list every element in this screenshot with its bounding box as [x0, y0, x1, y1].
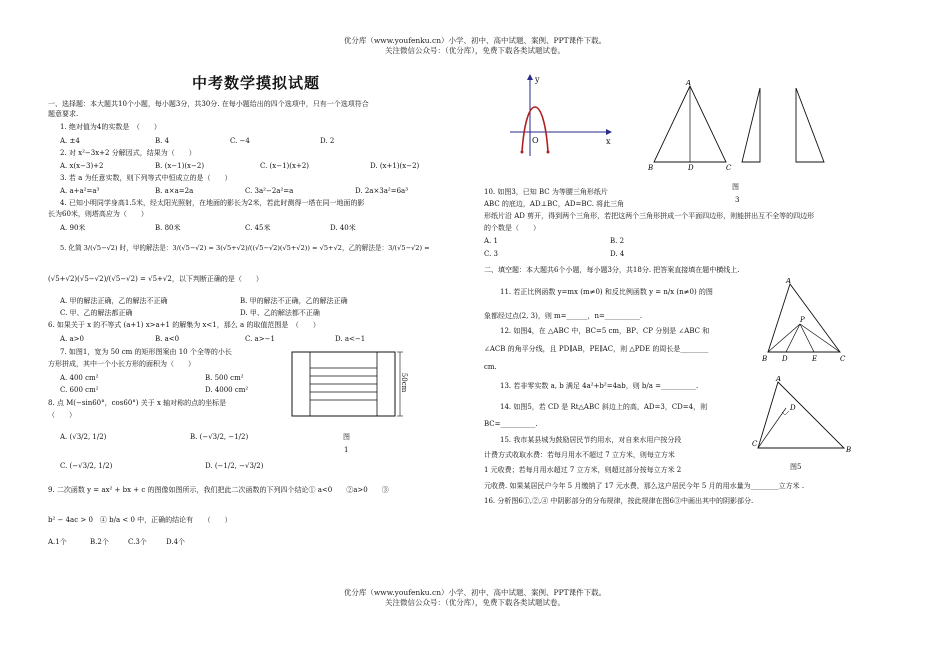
section1-intro-cont: 题意要求. — [48, 110, 79, 118]
footer-line-1: 优分库（www.youfenku.cn）小学、初中、高中试题、案例、PPT课件下载。 — [343, 588, 607, 597]
figure-1-rectangle-pattern — [290, 350, 410, 420]
question-16: 16. 分析图6①,②,④ 中阴影部分的分布规律，按此规律在图6③中画出其中的阴影部分. — [484, 497, 754, 505]
parabola-y-label: y — [535, 75, 540, 84]
header-line-2: 关注微信公众号：（优分库），免费下载各类试题试卷。 — [385, 46, 565, 55]
figure-3-caption: 图 — [732, 183, 739, 191]
section2-intro: 二、填空题：本大题共6个小题，每小题3分，共18分. 把答案直接填在题中横线上. — [484, 266, 740, 274]
figure-parabola — [508, 72, 618, 160]
question-6: 6. 如果关于 x 的不等式 (a+1) x>a+1 的解集为 x<1，那么 a 的取值范围是 （ ） — [48, 321, 320, 329]
q7-option-b: B. 500 cm² — [205, 374, 244, 382]
question-10: 10. 如图3，已知 BC 为等腰三角形纸片 — [484, 188, 608, 196]
question-9-cont: b² − 4ac > 0 ④ b/a < 0 中，正确的结论有 （ ） — [48, 516, 232, 524]
q7-option-d: D. 4000 cm² — [205, 386, 249, 394]
fig5-label-a: A — [776, 376, 782, 383]
question-14: 14. 如图5，若 CD 是 Rt△ABC 斜边上的高，AD=3，CD=4，则 — [500, 403, 708, 411]
question-3: 3. 若 a 为任意实数，则下列等式中恒成立的是（ ） — [60, 174, 232, 182]
q8-option-c: C. (−√3/2, 1/2) — [60, 462, 113, 470]
q10-option-a: A. 1 — [484, 237, 498, 245]
fig3-label-c: C — [726, 164, 732, 172]
q6-option-d: D. a<−1 — [335, 335, 366, 343]
fig3-label-b: B — [648, 164, 654, 172]
q10-option-b: B. 2 — [610, 237, 625, 245]
question-14-cont: BC=__________. — [484, 420, 538, 428]
question-10-line4: 的个数是（ ） — [484, 224, 540, 232]
q5-option-b: B. 甲的解法不正确，乙的解法正确 — [240, 297, 348, 305]
q5-option-c: C. 甲、乙的解法都正确 — [60, 309, 133, 317]
figure-4-triangle-abc — [760, 278, 852, 370]
question-7-cont: 方形拼成，其中一个小长方形的面积为（ ） — [48, 360, 195, 368]
figure-5-caption: 图5 — [790, 463, 802, 471]
question-1: 1. 绝对值为4的实数是 （ ） — [60, 123, 161, 131]
figure-3-triangles — [648, 80, 838, 172]
footer-line-2: 关注微信公众号：（优分库），免费下载各类试题试卷。 — [385, 598, 565, 607]
fig4-label-a: A — [786, 278, 792, 285]
q7-option-c: C. 600 cm² — [60, 386, 99, 394]
q3-option-d: D. 2a×3a²=6a³ — [355, 187, 409, 195]
fig4-label-e: E — [812, 355, 818, 363]
q9-option-a: A.1个 — [48, 538, 67, 546]
q4-option-d: D. 40米 — [330, 224, 356, 232]
fig4-label-b: B — [762, 355, 768, 363]
question-15-line4: 元收费. 如果某居民户今年 5 月缴纳了 17 元水费，那么这户居民今年 5 月的用水量为________立方米 . — [484, 482, 805, 490]
q10-option-c: C. 3 — [484, 250, 499, 258]
fig4-label-d: D — [782, 355, 788, 363]
q1-option-b: B. 4 — [155, 137, 170, 145]
question-5: 5. 化简 3/(√5−√2) 时，甲的解法是：3/(√5−√2) = 3(√5+√2)/((√5−√2)(√5+√2)) = √5+√2，乙的解法是：3/(√5−√2) = — [60, 244, 430, 252]
fig4-label-p: P — [800, 316, 805, 324]
question-9: 9. 二次函数 y = ax² + bx + c 的图像如图所示，我们把此二次函数的下列四个结论① a<0 ②a>0 ③ — [48, 486, 389, 494]
question-4-cont: 长为60米，则塔高应为（ ） — [48, 210, 148, 218]
q9-option-c: C.3个 — [128, 538, 147, 546]
section1-intro: 一、选择题：本大题共10个小题，每小题3分，共30分. 在每小题给出的四个选项中，只有一个选项符合 — [48, 100, 369, 108]
question-4: 4. 已知小明同学身高1.5米，经太阳光照射，在地面的影长为2米，若此时测得一塔在同一地面的影 — [60, 199, 365, 207]
page-title: 中考数学摸拟试题 — [192, 74, 321, 92]
figure-3-number: 3 — [735, 196, 740, 204]
parabola-origin-label: O — [532, 136, 539, 145]
fig5-label-d: D — [790, 404, 796, 412]
q8-option-b: B. (−√3/2, −1/2) — [190, 433, 249, 441]
figure-5-right-triangle — [752, 376, 862, 456]
parabola-x-label: x — [606, 137, 611, 146]
q9-option-d: D.4个 — [166, 538, 186, 546]
q2-option-d: D. (x+1)(x−2) — [370, 162, 420, 170]
q1-option-a: A. ±4 — [60, 137, 80, 145]
header-line-1: 优分库（www.youfenku.cn）小学、初中、高中试题、案例、PPT课件下载。 — [343, 36, 607, 45]
question-8-cont: （ ） — [48, 411, 76, 419]
q4-option-a: A. 90米 — [60, 224, 86, 232]
q5-option-a: A. 甲的解法正确，乙的解法不正确 — [60, 297, 168, 305]
question-11-cont: 象都经过点(2, 3)，则 m=______，n=__________. — [484, 312, 643, 320]
q8-option-d: D. (−1/2, −√3/2) — [205, 462, 264, 470]
q9-option-b: B.2个 — [90, 538, 109, 546]
figure-1-number: 1 — [344, 446, 349, 454]
figure-1-width-label: 50cm — [400, 372, 409, 393]
fig3-label-a: A — [686, 80, 692, 87]
q4-option-b: B. 80米 — [155, 224, 181, 232]
question-2: 2. 对 x²−3x+2 分解因式，结果为（ ） — [60, 149, 196, 157]
question-15: 15. 我市某县城为鼓励居民节约用水，对自来水用户按分段 — [500, 436, 682, 444]
question-8: 8. 点 M(−sin60°，cos60°) 关于 x 轴对称的点的坐标是 — [48, 399, 227, 407]
question-5-cont: (√5+√2)(√5−√2)/(√5−√2) = √5+√2，以下判断正确的是（ ） — [48, 275, 263, 283]
q3-option-b: B. a×a=2a — [155, 187, 194, 195]
fig5-label-b: B — [846, 446, 852, 454]
question-12-unit: cm. — [484, 363, 497, 371]
q2-option-b: B. (x−1)(x−2) — [155, 162, 205, 170]
question-12-cont: ∠ACB 的角平分线，且 PD∥AB，PE∥AC，则 △PDE 的周长是________ — [484, 345, 709, 353]
question-13: 13. 若非零实数 a, b 满足 4a²+b²=4ab，则 b/a =__________. — [500, 382, 699, 390]
q3-option-a: A. a+a²=a³ — [60, 187, 100, 195]
q2-option-a: A. x(x−3)+2 — [60, 162, 104, 170]
question-12: 12. 如图4，在 △ABC 中，BC=5 cm，BP、CP 分别是 ∠ABC 和 — [500, 327, 710, 335]
fig4-label-c: C — [840, 355, 846, 363]
q2-option-c: C. (x−1)(x+2) — [260, 162, 310, 170]
figure-1-caption: 图 — [343, 433, 350, 441]
q1-option-c: C. −4 — [230, 137, 250, 145]
question-11: 11. 若正比例函数 y=mx (m≠0) 和反比例函数 y = n/x (n≠0) 的图 — [500, 288, 713, 296]
q6-option-c: C. a>−1 — [245, 335, 275, 343]
q7-option-a: A. 400 cm² — [60, 374, 99, 382]
q4-option-c: C. 45米 — [245, 224, 271, 232]
q6-option-b: B. a<0 — [155, 335, 180, 343]
question-15-line2: 计费方式收取水费：若每月用水不超过 7 立方米，则每立方米 — [484, 451, 675, 459]
question-15-line3: 1 元收费；若每月用水超过 7 立方米，则超过部分按每立方米 2 — [484, 466, 682, 474]
q8-option-a: A. (√3/2, 1/2) — [60, 433, 107, 441]
q5-option-d: D. 甲、乙的解法都不正确 — [240, 309, 320, 317]
q10-option-d: D. 4 — [610, 250, 625, 258]
q1-option-d: D. 2 — [320, 137, 335, 145]
q3-option-c: C. 3a²−2a²=a — [245, 187, 294, 195]
question-10-line3: 形纸片沿 AD 剪开，得到两个三角形，若把这两个三角形拼成一个平面四边形，则能拼出互不全等的四边形 — [484, 212, 815, 220]
fig5-label-c: C — [752, 440, 758, 448]
q6-option-a: A. a>0 — [60, 335, 84, 343]
question-10-line2: ABC 的底边，AD⊥BC，AD=BC. 将此三角 — [484, 200, 625, 208]
question-7: 7. 如图1，宽为 50 cm 的矩形图案由 10 个全等的小长 — [60, 348, 232, 356]
fig3-label-d: D — [688, 164, 694, 172]
